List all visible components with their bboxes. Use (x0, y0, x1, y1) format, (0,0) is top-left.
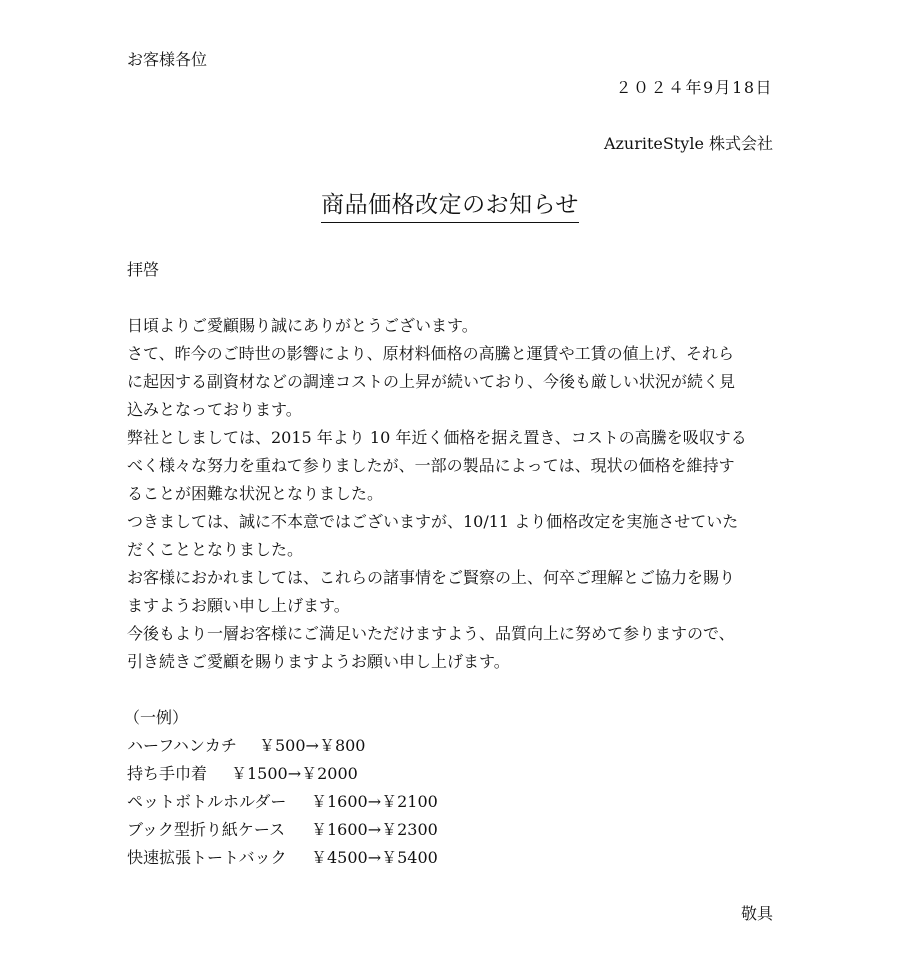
price-list-item (127, 820, 438, 840)
product-name: ペットボトルホルダー (127, 792, 287, 811)
body-line: 今後もより一層お客様にご満足いただけますよう、品質向上に努めて参りますので、 (127, 624, 735, 643)
body-line: べく様々な努力を重ねて参りましたが、一部の製品によっては、現状の価格を維持す (127, 456, 735, 475)
product-name: ハーフハンカチ (127, 736, 237, 755)
closing: 敬具 (740, 904, 773, 923)
product-name: 快速拡張トートバック (127, 848, 287, 867)
body-line: ることが困難な状況となりました。 (127, 484, 384, 503)
addressee: お客様各位 (127, 50, 208, 69)
example-heading: （一例） (124, 708, 189, 727)
price-list-item (127, 764, 358, 784)
price-list-item (127, 792, 438, 812)
body-line: 弊社としましては、2015 年より 10 年近く価格を据え置き、コストの高騰を吸収する (127, 428, 747, 447)
salutation: 拝啓 (127, 260, 160, 279)
body-line: ますようお願い申し上げます。 (127, 596, 350, 615)
body-line: つきましては、誠に不本意ではございますが、10/11 より価格改定を実施させていた (127, 512, 739, 531)
title-container (0, 190, 900, 223)
date: ２０２４年9月18日 (615, 78, 773, 97)
body-line: 日頃よりご愛顧賜り誠にありがとうございます。 (127, 316, 478, 335)
product-price: ￥4500→￥5400 (311, 848, 438, 867)
company-name: AzuriteStyle 株式会社 (603, 134, 773, 153)
body-line: 込みとなっております。 (127, 400, 302, 419)
product-price: ￥1500→￥2000 (231, 764, 358, 783)
body-line: お客様におかれましては、これらの諸事情をご賢察の上、何卒ご理解とご協力を賜り (127, 568, 736, 587)
body-line: に起因する副資材などの調達コストの上昇が続いており、今後も厳しい状況が続く見 (127, 372, 736, 391)
product-price: ￥500→￥800 (259, 736, 366, 755)
product-price: ￥1600→￥2100 (311, 792, 438, 811)
notice-title: 商品価格改定のお知らせ (321, 190, 579, 223)
product-price: ￥1600→￥2300 (311, 820, 438, 839)
product-name: 持ち手巾着 (127, 764, 208, 783)
price-list-item (127, 848, 438, 868)
product-name: ブック型折り紙ケース (127, 820, 286, 839)
body-line: 引き続きご愛顧を賜りますようお願い申し上げます。 (127, 652, 510, 671)
body-line: だくこととなりました。 (127, 540, 304, 559)
price-list-item (127, 736, 366, 756)
body-line: さて、昨今のご時世の影響により、原材料価格の高騰と運賃や工賃の値上げ、それら (127, 344, 735, 363)
